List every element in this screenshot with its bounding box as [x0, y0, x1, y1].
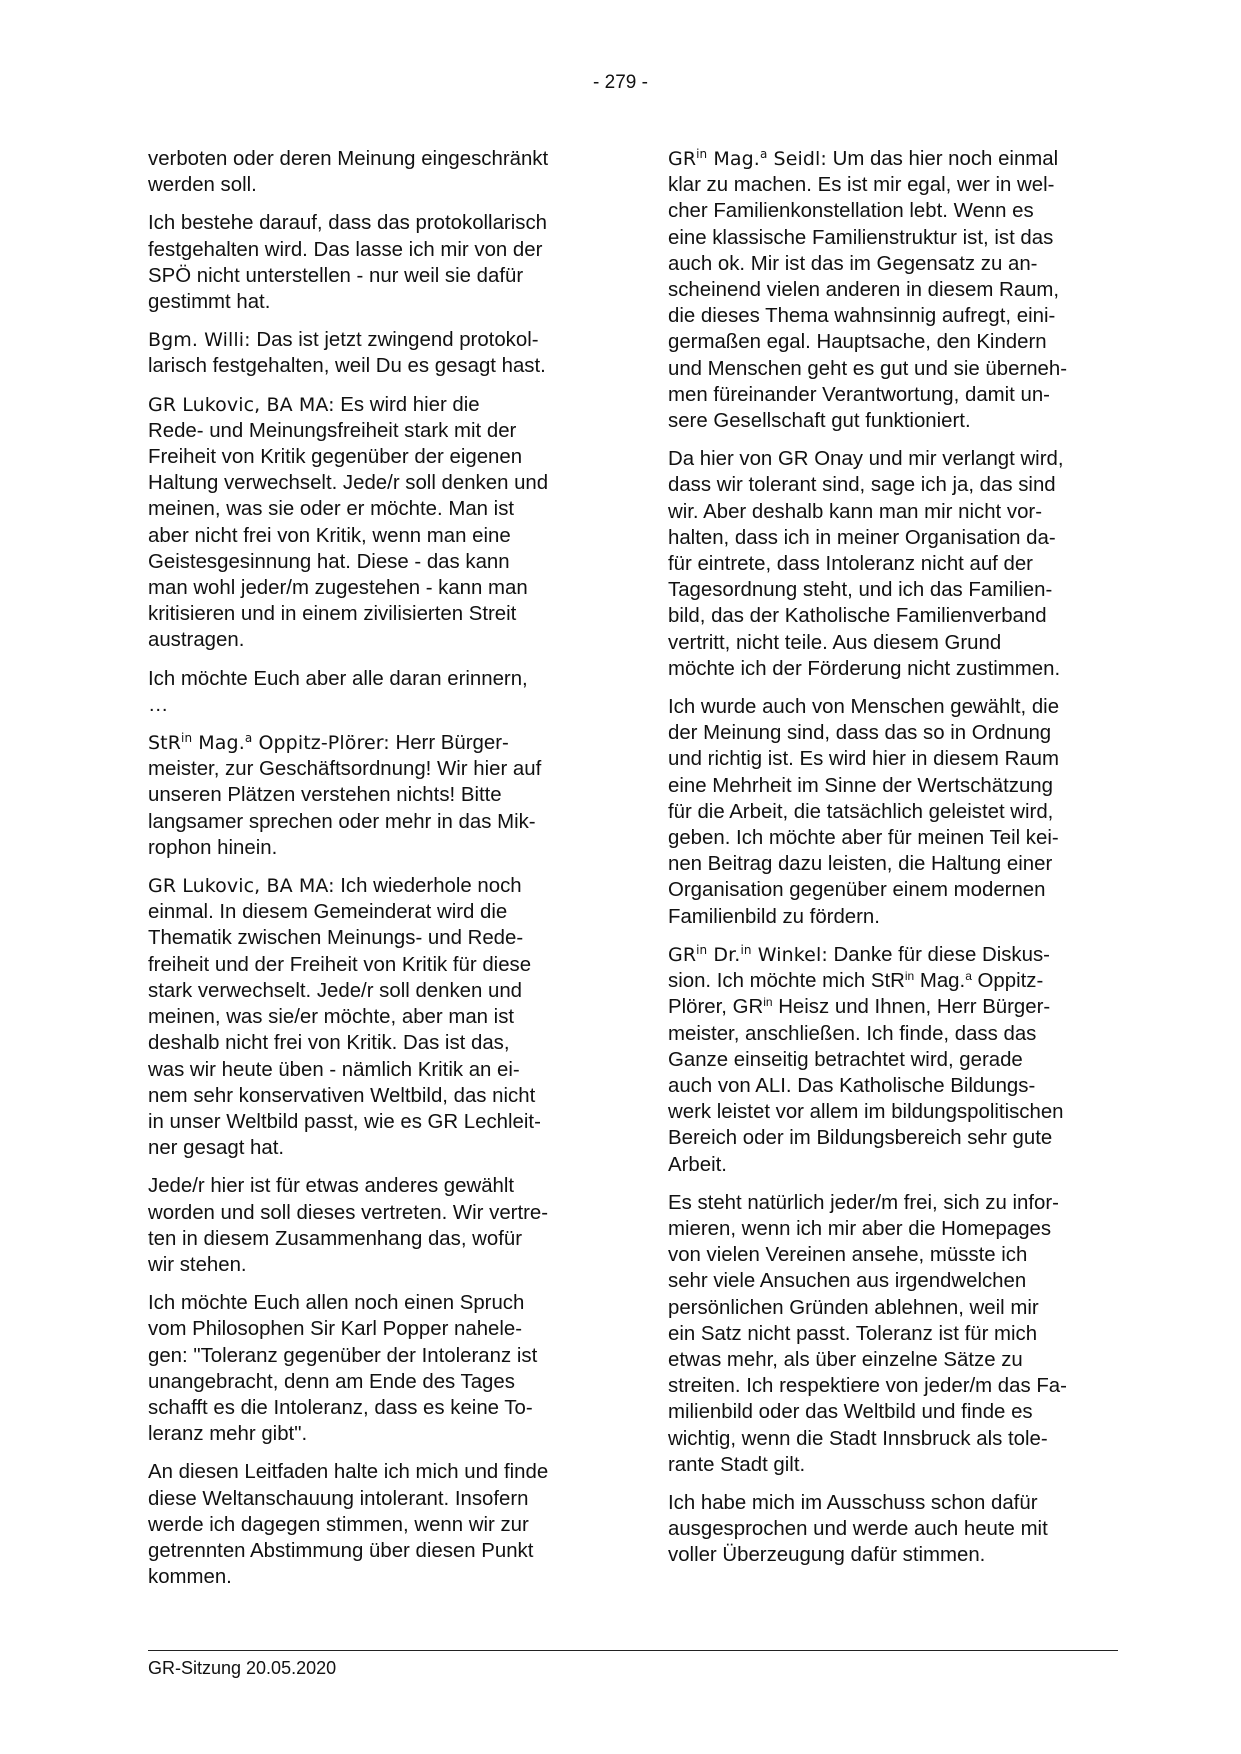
paragraph: Bgm. Willi: Das ist jetzt zwingend protokol- larisch festgehalten, weil Du es gesagt hast. — [148, 329, 546, 378]
paragraph: StR$^{in}$ Mag.$^a$ Oppitz-Plörer: Herr Bürger- meister, zur Geschäftsordnung! Wir hier auf unseren Plätzen verstehen nichts! Bitte langsamer sprechen oder mehr in das Mik- rophon hinein. — [148, 731, 542, 859]
paragraph: verboten oder deren Meinung eingeschränkt werden soll. — [148, 148, 549, 197]
left-column — [148, 146, 600, 1602]
footer-session-date: GR-Sitzung 20.05.2020 — [148, 1658, 337, 1678]
paragraph: $GR^{in}$ Dr.$^{in}$ Winkel: Danke für diese Diskus- sion. Ich möchte mich StR$^{in}$ Mag.$^a$ Oppitz- Plörer, $GR^{in}$ Heisz und Ihnen, Herr Bürger- meister, anschließen. Ich finde, dass das Ganze einseitig betrachtet wird, gerade auch von ALI. Das Katholische Bildungs- werk leistet vor allem im bildungspolitischen Bereich oder im Bildungsbereich sehr gute Arbeit. — [668, 942, 1064, 1176]
speaker-name: Bgm. Willi: — [148, 329, 251, 352]
speaker-name: $GR^{in}$ Mag.$^a$ Seidl: — [668, 147, 827, 170]
page-number: - 279 - — [593, 72, 648, 93]
paragraph: Ich möchte Euch allen noch einen Spruch vom Philosophen Sir Karl Popper nahele- gen: "Toleranz gegenüber der Intoleranz ist unangebracht, denn am Ende des Tages schafft es die Intoleranz, dass es keine To- leranz mehr gibt". — [148, 1292, 538, 1446]
speaker-name: $GR^{in}$ Dr.$^{in}$ Winkel: — [668, 942, 828, 966]
paragraph: Da hier von GR Onay und mir verlangt wird, dass wir tolerant sind, sage ich ja, das sind wir. Aber deshalb kann man mir nicht vor- halten, dass ich in meiner Organisation da- für eintrete, dass Intoleranz nicht auf der Tagesordnung steht, und ich das Familien- bild, das der Katholische Familienverband vertritt, nicht teile. Aus diesem Grund möchte ich der Förderung nicht zustimmen. — [668, 448, 1064, 680]
paragraph: Ich wurde auch von Menschen gewählt, die der Meinung sind, dass das so in Ordnung und richtig ist. Es wird hier in diesem Raum eine Mehrheit im Sinne der Wertschätzung für die Arbeit, die tatsächlich geleistet wird, geben. Ich möchte aber für meinen Teil kei- nen Beitrag dazu leisten, die Haltung einer Organisation gegenüber einem modernen Familienbild zu fördern. — [668, 696, 1060, 928]
paragraph: Es steht natürlich jeder/m frei, sich zu infor- mieren, wenn ich mir aber die Homepages von vielen Vereinen ansehe, müsste ich sehr viele Ansuchen aus irgendwelchen persönlichen Gründen ablehnen, weil mir ein Satz nicht passt. Toleranz ist für mich etwas mehr, als über einzelne Sätze zu streiten. Ich respektiere von jeder/m das Fa- milienbild oder das Weltbild und finde es wichtig, wenn die Stadt Innsbruck als tole- rante Stadt gilt. — [668, 1191, 1067, 1476]
speaker-name: GR Lukovic, BA MA: — [148, 393, 335, 416]
paragraph: Ich möchte Euch aber alle daran erinnern, … — [148, 667, 528, 716]
footer-divider — [148, 1650, 1118, 1651]
paragraph: Ich habe mich im Ausschuss schon dafür ausgesprochen und werde auch heute mit voller Überzeugung dafür stimmen. — [668, 1491, 1048, 1567]
paragraph: GR Lukovic, BA MA: Ich wiederhole noch einmal. In diesem Gemeinderat wird die Thematik zwischen Meinungs- und Rede- freiheit und der Freiheit von Kritik für diese stark verwechselt. Jede/r soll denken und meinen, was sie/er möchte, aber man ist deshalb nicht frei von Kritik. Das ist das, was wir heute üben - nämlich Kritik an ei- nem sehr konservativen Weltbild, das nicht in unser Weltbild passt, wie es GR Lechleit- ner gesagt hat. — [148, 875, 541, 1160]
paragraph: An diesen Leitfaden halte ich mich und finde diese Weltanschauung intolerant. Insofern werde ich dagegen stimmen, wenn wir zur getrennten Abstimmung über diesen Punkt kommen. — [148, 1461, 549, 1589]
right-column — [668, 146, 1120, 1581]
speaker-name: StR$^{in}$ Mag.$^a$ Oppitz-Plörer: — [148, 731, 390, 755]
paragraph: $GR^{in}$ Mag.$^a$ Seidl: Um das hier noch einmal klar zu machen. Es ist mir egal, wer in wel- cher Familienkonstellation lebt. Wenn es eine klassische Familienstruktur ist, ist das auch ok. Mir ist das im Gegensatz zu an- scheinend vielen anderen in diesem Raum, die dieses Thema wahnsinnig aufregt, eini- germaßen egal. Hauptsache, den Kindern und Menschen geht es gut und sie überneh- men füreinander Verantwortung, damit un- sere Gesellschaft gut funktioniert. — [668, 147, 1068, 433]
paragraph: Jede/r hier ist für etwas anderes gewählt worden und soll dieses vertreten. Wir vertre- ten in diesem Zusammenhang das, wofür wir stehen. — [148, 1175, 549, 1276]
paragraph: GR Lukovic, BA MA: Es wird hier die Rede- und Meinungsfreiheit stark mit der Freiheit von Kritik gegenüber der eigenen Haltung verwechselt. Jede/r soll denken und meinen, was sie oder er möchte. Man ist aber nicht frei von Kritik, wenn man eine Geistesgesinnung hat. Diese - das kann man wohl jeder/m zugestehen - kann man kritisieren und in einem zivilisierten Streit austragen. — [148, 393, 549, 652]
speaker-name: GR Lukovic, BA MA: — [148, 875, 335, 898]
paragraph: Ich bestehe darauf, dass das protokollarisch festgehalten wird. Das lasse ich mir von der SPÖ nicht unterstellen - nur weil sie dafür gestimmt hat. — [148, 212, 547, 314]
